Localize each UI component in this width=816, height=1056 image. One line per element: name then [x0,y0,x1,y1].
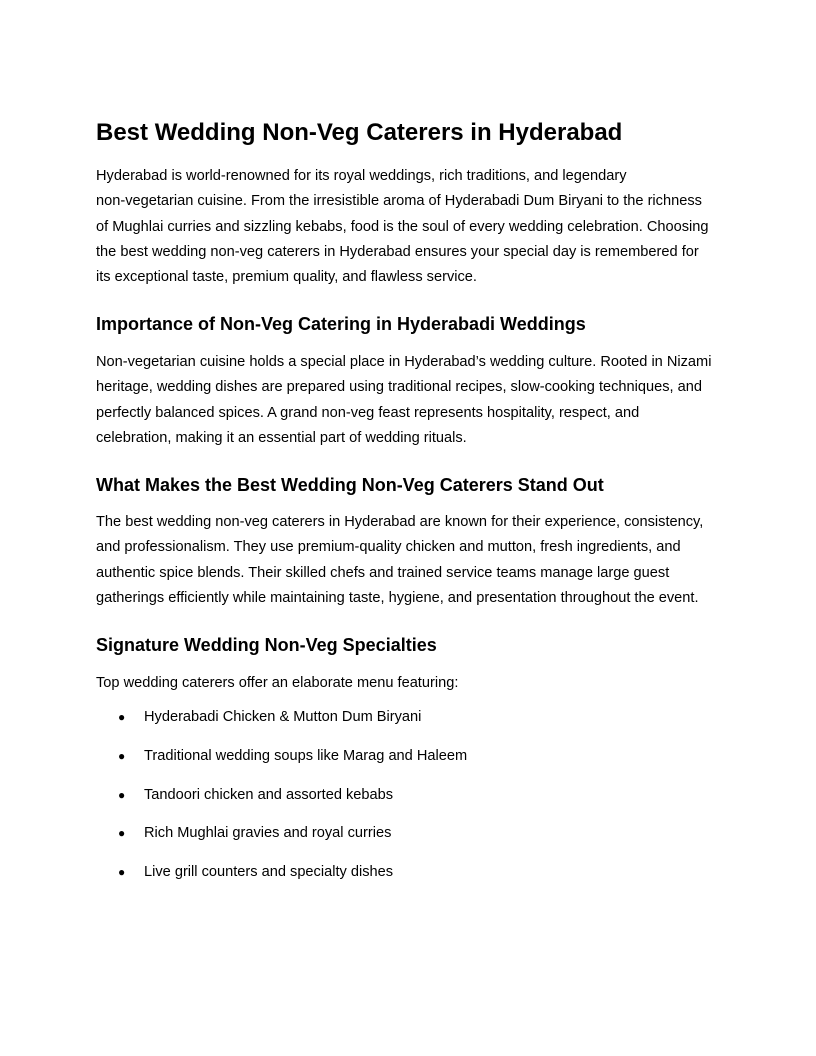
paragraph-line: Non-vegetarian cuisine holds a special place in Hyderabad’s wedding culture. Rooted in Nizami [96,354,712,370]
section-heading-specialties: Signature Wedding Non-Veg Specialties [96,635,437,655]
bullet-icon: ● [118,710,126,724]
bullet-icon: ● [118,748,126,763]
paragraph-line: and professionalism. They use premium-quality chicken and mutton, fresh ingredients, and [96,539,681,556]
list-item [96,860,724,899]
paragraph-line: the best wedding non-veg caterers in Hyderabad ensures your special day is remembered for [96,243,699,260]
list-item [96,783,724,822]
paragraph-line: The best wedding non-veg caterers in Hyderabad are known for their experience, consistency, [96,514,704,530]
paragraph-line: heritage, wedding dishes are prepared using traditional recipes, slow-cooking techniques, and [96,379,703,396]
paragraph-line: of Mughlai curries and sizzling kebabs, food is the soul of every wedding celebration. Choosing [96,218,709,235]
bullet-icon: ● [118,826,126,841]
list-item [96,821,724,860]
list-item [96,744,724,783]
section-heading-importance: Importance of Non-Veg Catering in Hyderabadi Weddings [96,314,586,334]
page-title: Best Wedding Non-Veg Caterers in Hyderabad [96,119,623,146]
paragraph-line: Hyderabad is world-renowned for its royal weddings, rich traditions, and legendary [96,168,627,184]
paragraph-line: perfectly balanced spices. A grand non-veg feast represents hospitality, respect, and [96,404,640,421]
importance-paragraph [96,350,724,451]
stand-out-paragraph [96,510,724,611]
list-item-text: Tandoori chicken and assorted kebabs [144,786,394,803]
paragraph-line: its exceptional taste, premium quality, and flawless service. [96,269,477,286]
bullet-icon: ● [118,865,126,880]
intro-paragraph [96,164,724,290]
bullet-icon: ● [118,787,126,802]
list-item-text: Traditional wedding soups like Marag and Haleem [144,747,468,764]
list-item-text: Live grill counters and specialty dishes [144,864,394,881]
section-heading-stand-out: What Makes the Best Wedding Non-Veg Caterers Stand Out [96,475,604,495]
paragraph-line: authentic spice blends. Their skilled chefs and trained service teams manage large guest [96,564,670,581]
paragraph-line: Top wedding caterers offer an elaborate menu featuring: [96,675,459,691]
paragraph-line: gatherings efficiently while maintaining taste, hygiene, and presentation throughout the event. [96,589,699,606]
specialties-intro-paragraph [96,671,724,696]
paragraph-line: non-vegetarian cuisine. From the irresistible aroma of Hyderabadi Dum Biryani to the richness [96,193,702,210]
list-item-text: Rich Mughlai gravies and royal curries [144,825,392,842]
specialties-list [96,705,724,899]
paragraph-line: celebration, making it an essential part of wedding rituals. [96,429,467,446]
list-item [96,705,724,744]
list-item-text: Hyderabadi Chicken & Mutton Dum Biryani [144,709,422,725]
